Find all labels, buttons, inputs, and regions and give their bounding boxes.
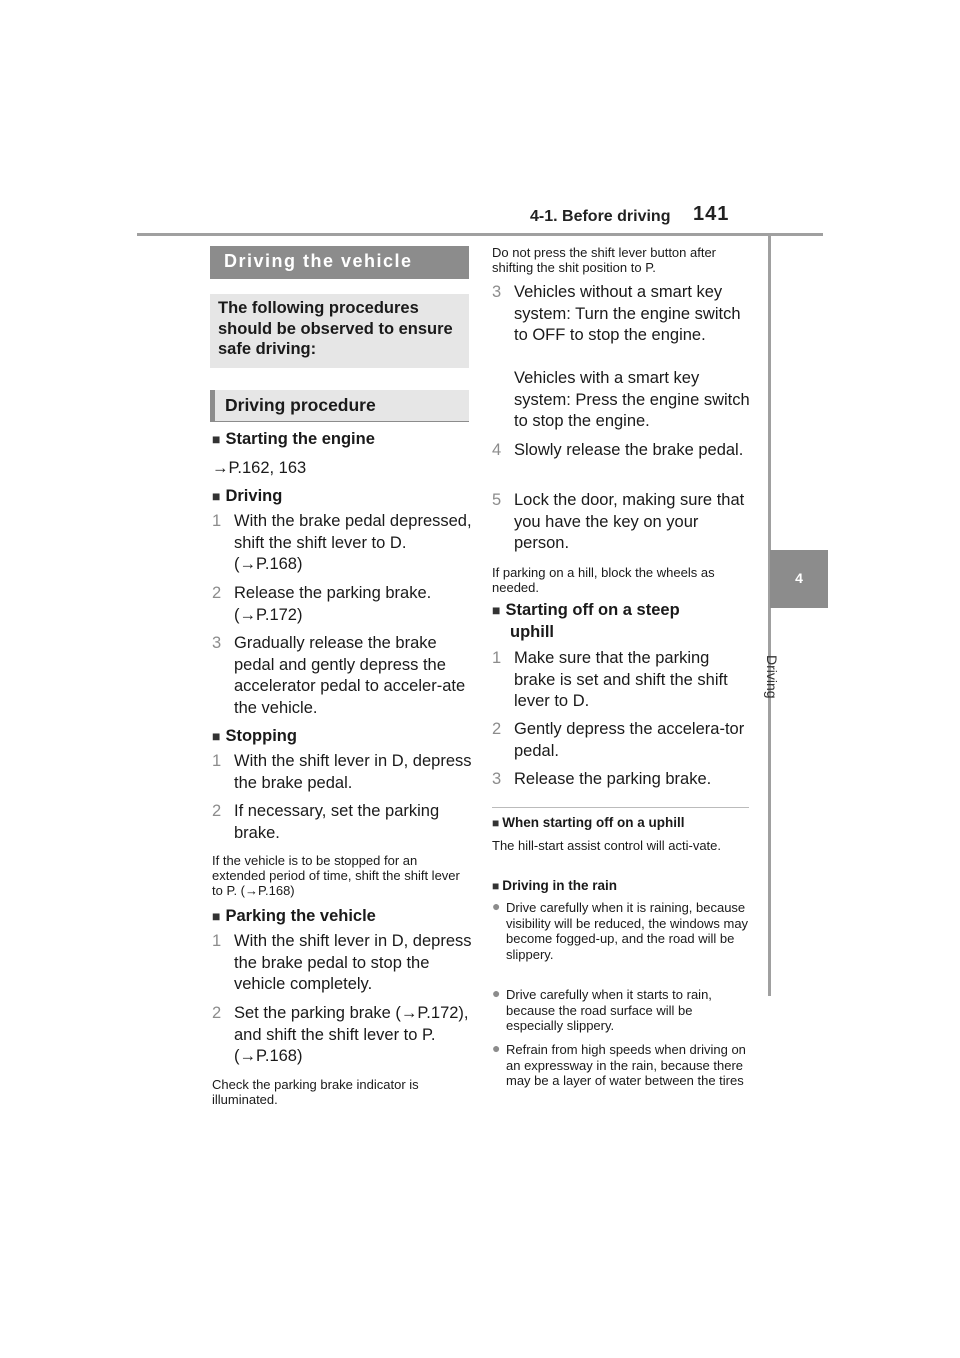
- circle-bullet-icon: ●: [492, 1040, 501, 1056]
- square-bullet-icon: ■: [212, 908, 221, 924]
- square-bullet-icon: ■: [212, 431, 221, 447]
- topic-title: Driving the vehicle: [224, 251, 413, 271]
- circle-bullet-icon: ●: [492, 985, 501, 1001]
- heading-steep-uphill-cont: uphill: [510, 623, 554, 641]
- square-bullet-icon: ■: [492, 879, 500, 893]
- parking-note: Check the parking brake indicator is illuminated.: [212, 1077, 419, 1107]
- circle-bullet-icon: ●: [492, 898, 501, 914]
- starting-engine-ref: →P.162, 163: [212, 459, 307, 477]
- procedure-heading-box: [210, 390, 469, 422]
- intro-box: [210, 294, 469, 368]
- heading-driving: ■ Driving: [212, 487, 283, 505]
- chapter-number: 4: [795, 570, 803, 586]
- intro-text: The following procedures should be observed to ensure safe driving:: [218, 299, 453, 358]
- header-rule: [137, 233, 823, 236]
- page-number: 141: [693, 203, 730, 225]
- chapter-label-text: Driving: [764, 655, 780, 699]
- hill-note: If parking on a hill, block the wheels as needed.: [492, 565, 715, 595]
- topic-title-box: [210, 246, 469, 279]
- heading-rain: ■ Driving in the rain: [492, 878, 618, 893]
- heading-steep-uphill: ■ Starting off on a steep: [492, 601, 680, 619]
- square-bullet-icon: ■: [492, 816, 500, 830]
- uphill-info-text: The hill-start assist control will acti-vate.: [492, 838, 722, 853]
- square-bullet-icon: ■: [212, 488, 221, 504]
- shift-button-note: Do not press the shift lever button after shifting the shit position to P.: [492, 245, 717, 275]
- procedure-heading: Driving procedure: [225, 395, 376, 415]
- info-divider: [492, 807, 749, 808]
- stopping-note: If the vehicle is to be stopped for an extended period of time, shift the shift lever to P. (→P.168): [212, 853, 460, 898]
- chapter-label: [764, 615, 828, 699]
- square-bullet-icon: ■: [212, 728, 221, 744]
- heading-stopping: ■ Stopping: [212, 727, 297, 745]
- heading-parking: ■ Parking the vehicle: [212, 907, 376, 925]
- square-bullet-icon: ■: [492, 602, 501, 618]
- heading-starting-engine: ■ Starting the engine: [212, 430, 375, 448]
- heading-uphill-info: ■ When starting off on a uphill: [492, 815, 685, 830]
- section-title: 4-1. Before driving: [530, 208, 671, 225]
